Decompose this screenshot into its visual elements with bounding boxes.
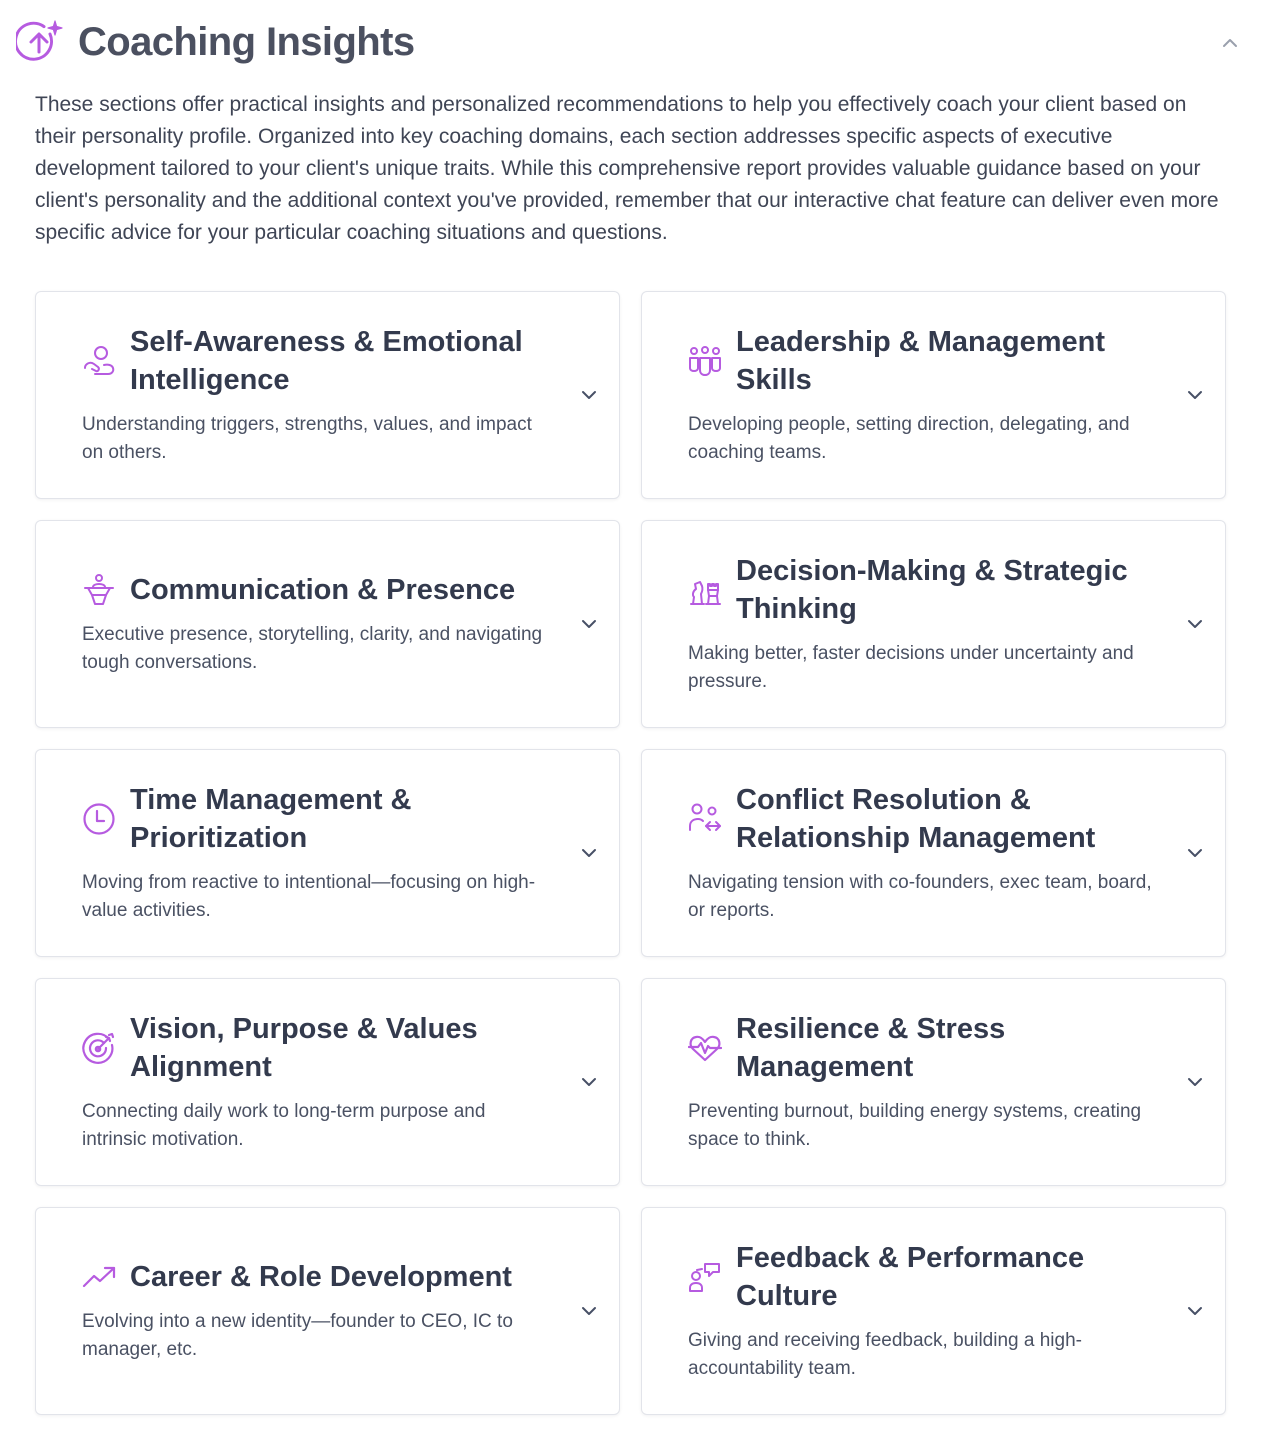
card-leadership[interactable] <box>641 291 1226 499</box>
card-header <box>82 323 549 399</box>
card-title: Time Management & Prioritization <box>130 784 412 854</box>
chevron-down-icon[interactable] <box>1185 1072 1205 1092</box>
card-description: Giving and receiving feedback, building a high-accountability team. <box>688 1330 1082 1379</box>
card-description: Understanding triggers, strengths, values, and impact on others. <box>82 414 532 463</box>
clock-icon <box>82 802 116 836</box>
card-header <box>82 1010 549 1086</box>
card-header <box>82 571 549 609</box>
card-title: Career & Role Development <box>130 1261 512 1293</box>
card-title: Conflict Resolution & Relationship Management <box>736 784 1096 854</box>
card-header <box>688 1239 1155 1315</box>
target-arrow-icon <box>82 1031 116 1065</box>
page-title: Coaching Insights <box>78 19 415 64</box>
card-vision-purpose[interactable] <box>35 978 620 1186</box>
card-description: Executive presence, storytelling, clarity, and navigating tough conversations. <box>82 624 543 673</box>
card-header <box>82 781 549 857</box>
card-header <box>82 1258 549 1296</box>
chevron-down-icon[interactable] <box>1185 843 1205 863</box>
card-description: Evolving into a new identity—founder to CEO, IC to manager, etc. <box>82 1311 513 1360</box>
card-title: Decision-Making & Strategic Thinking <box>736 555 1128 625</box>
card-communication[interactable] <box>35 520 620 728</box>
chevron-down-icon[interactable] <box>1185 1301 1205 1321</box>
person-message-icon <box>688 1260 722 1294</box>
card-description: Connecting daily work to long-term purpose and intrinsic motivation. <box>82 1101 486 1150</box>
chevron-down-icon[interactable] <box>1185 614 1205 634</box>
card-resilience[interactable] <box>641 978 1226 1186</box>
team-icon <box>688 344 722 378</box>
card-description: Making better, faster decisions under uncertainty and pressure. <box>688 643 1134 692</box>
chevron-up-icon <box>1222 38 1238 48</box>
card-feedback-performance[interactable] <box>641 1207 1226 1415</box>
chevron-down-icon[interactable] <box>579 843 599 863</box>
card-title: Vision, Purpose & Values Alignment <box>130 1013 478 1083</box>
person-heart-icon <box>82 344 116 378</box>
chevron-down-icon[interactable] <box>579 1072 599 1092</box>
chess-icon <box>688 573 722 607</box>
card-career-development[interactable] <box>35 1207 620 1415</box>
card-title: Communication & Presence <box>130 574 516 606</box>
card-description: Navigating tension with co-founders, exec team, board, or reports. <box>688 872 1152 921</box>
chevron-down-icon[interactable] <box>579 614 599 634</box>
heart-pulse-icon <box>688 1031 722 1065</box>
card-header <box>688 552 1155 628</box>
chevron-down-icon[interactable] <box>579 385 599 405</box>
card-title: Leadership & Management Skills <box>736 326 1106 396</box>
card-title: Self-Awareness & Emotional Intelligence <box>130 326 523 396</box>
card-title: Resilience & Stress Management <box>736 1013 1006 1083</box>
card-decision-making[interactable] <box>641 520 1226 728</box>
card-header <box>688 781 1155 857</box>
card-conflict-resolution[interactable] <box>641 749 1226 957</box>
section-header <box>16 12 1247 72</box>
card-description: Moving from reactive to intentional—focusing on high-value activities. <box>82 872 536 921</box>
card-self-awareness[interactable] <box>35 291 620 499</box>
card-header <box>688 323 1155 399</box>
chevron-down-icon[interactable] <box>579 1301 599 1321</box>
trending-up-icon <box>82 1260 116 1294</box>
chevron-down-icon[interactable] <box>1185 385 1205 405</box>
collapse-button[interactable] <box>1215 28 1245 58</box>
card-title: Feedback & Performance Culture <box>736 1242 1085 1312</box>
card-description: Developing people, setting direction, delegating, and coaching teams. <box>688 414 1130 463</box>
insights-grid <box>35 291 1226 1415</box>
arrow-up-circle-sparkle-icon <box>16 18 64 66</box>
podium-speaker-icon <box>82 573 116 607</box>
intro-text: These sections offer practical insights and personalized recommendations to help you effectively coach your client based on their personality profile. Organized into key coaching domains, each section addresses specific aspects of executive development tailored to your client's unique traits. While this comprehensive report provides valuable guidance based on your client's personality and the additional context you've provided, remember that our interactive chat feature can deliver even more specific advice for your particular coaching situations and questions. <box>35 93 1219 244</box>
card-time-management[interactable] <box>35 749 620 957</box>
card-description: Preventing burnout, building energy systems, creating space to think. <box>688 1101 1142 1150</box>
users-exchange-icon <box>688 802 722 836</box>
card-header <box>688 1010 1155 1086</box>
